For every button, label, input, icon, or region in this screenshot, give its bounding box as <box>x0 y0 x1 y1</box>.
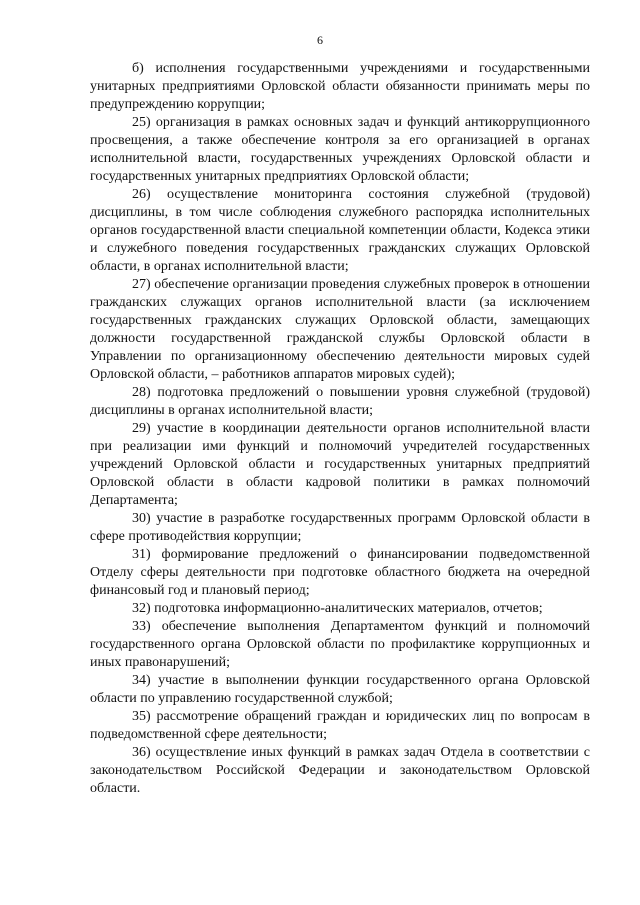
paragraph-29: 29) участие в координации деятельности органов исполнительной власти при реализации ими функций и полномочий учредителей государственных учреждений Орловской области и государственных унитарных предприятий Орловской области в области кадровой политики в рамках полномочий Департамента; <box>90 421 590 508</box>
paragraph-b: б) исполнения государственными учреждениями и государственными унитарных предприятиями Орловской области обязанности принимать меры по предупреждению коррупции; <box>90 61 590 112</box>
document-body <box>90 60 590 798</box>
paragraph-26: 26) осуществление мониторинга состояния служебной (трудовой) дисциплины, в том числе соблюдения служебного распорядка исполнительных органов государственной власти специальной компетенции области, Кодекса этики и служебного поведения государственных гражданских служащих Орловской области, в органах исполнительной власти; <box>90 187 590 274</box>
paragraph-34: 34) участие в выполнении функции государственного органа Орловской области по управлению государственной службой; <box>90 673 590 706</box>
paragraph-28: 28) подготовка предложений о повышении уровня служебной (трудовой) дисциплины в органах исполнительной власти; <box>90 385 590 418</box>
paragraph-30: 30) участие в разработке государственных программ Орловской области в сфере противодействия коррупции; <box>90 511 590 544</box>
paragraph-31: 31) формирование предложений о финансировании подведомственной Отделу сферы деятельности при подготовке областного бюджета на очередной финансовый год и плановый период; <box>90 547 590 598</box>
paragraph-33: 33) обеспечение выполнения Департаментом функций и полномочий государственного органа Орловской области по профилактике коррупционных и иных правонарушений; <box>90 619 590 670</box>
page-number: 6 <box>317 33 323 47</box>
paragraph-35: 35) рассмотрение обращений граждан и юридических лиц по вопросам в подведомственной сфере деятельности; <box>90 709 590 742</box>
paragraph-25: 25) организация в рамках основных задач и функций антикоррупционного просвещения, а также обеспечение контроля за его организацией в органах исполнительной власти, государственных учреждениях Орловской области и государственных унитарных предприятиях Орловской области; <box>90 115 590 184</box>
paragraph-36: 36) осуществление иных функций в рамках задач Отдела в соответствии с законодательством Российской Федерации и законодательством Орловской области. <box>90 745 590 796</box>
paragraph-27: 27) обеспечение организации проведения служебных проверок в отношении гражданских служащих органов исполнительной власти (за исключением государственных гражданских служащих Орловской области, замещающих должности государственной гражданской службы Орловской области в Управлении по организационному обеспечению деятельности мировых судей Орловской области, – работников аппаратов мировых судей); <box>90 277 590 382</box>
paragraph-32: 32) подготовка информационно-аналитических материалов, отчетов; <box>132 601 543 616</box>
